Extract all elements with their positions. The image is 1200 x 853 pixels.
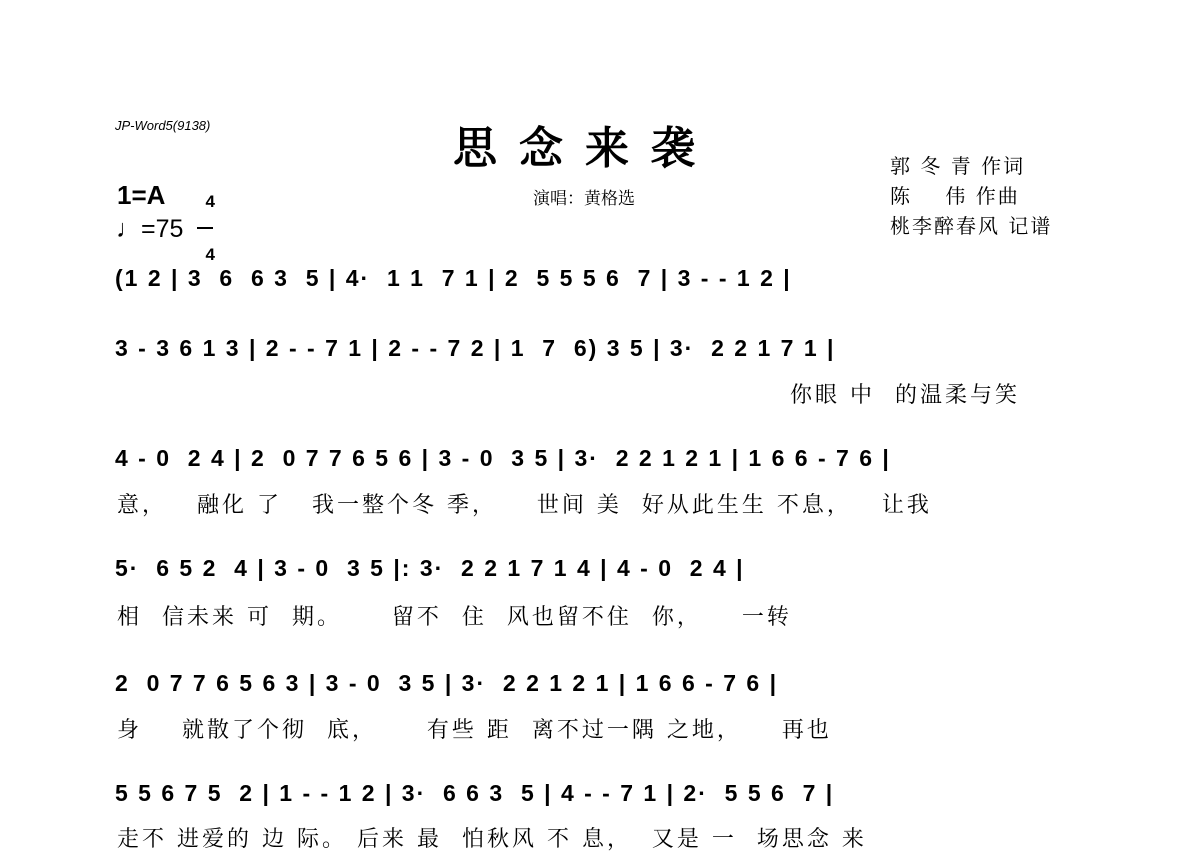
score-line-3: 4 - 0 2 4 | 2 0 7 7 6 5 6 | 3 - 0 3 5 | 3· 2 2 1 2 1 | 1 6 6 - 7 6 | — [115, 445, 891, 471]
score-line-5: 2 0 7 7 6 5 6 3 | 3 - 0 3 5 | 3· 2 2 1 2 1 | 1 6 6 - 7 6 | — [115, 670, 779, 696]
score-line-2: 3 - 3 6 1 3 | 2 - - 7 1 | 2 - - 7 2 | 1 7 6) 3 5 | 3· 2 2 1 7 1 | — [115, 335, 836, 361]
score-line-6: 5 5 6 7 5 2 | 1 - - 1 2 | 3· 6 6 3 5 | 4 - - 7 1 | 2· 5 5 6 7 | — [115, 780, 835, 806]
lyric-line-5: 身 就散了个彻 底， 有些 距 离不过一隅 之地， 再也 — [117, 718, 832, 743]
time-signature-bar — [197, 227, 213, 229]
lyric-line-4: 相 信未来 可 期。 留不 住 风也留不住 你， 一转 — [117, 605, 792, 630]
watermark-text: JP-Word5(9138) — [115, 118, 211, 133]
score-line-1: (1 2 | 3 6 6 3 5 | 4· 1 1 7 1 | 2 5 5 5 6 7 | 3 - - 1 2 | — [115, 265, 792, 291]
composer-credit: 陈 伟 作曲 — [890, 184, 1020, 208]
key-signature: 1=A — [117, 180, 166, 210]
score-line-4: 5· 6 5 2 4 | 3 - 0 3 5 |: 3· 2 2 1 7 1 4 | 4 - 0 2 4 | — [115, 555, 745, 581]
song-title: 思念来袭 — [453, 123, 717, 174]
singer-credit: 演唱：黄格选 — [533, 189, 635, 209]
time-signature-bottom: 4 — [205, 245, 215, 264]
transcriber-credit: 桃李醉春风 记谱 — [890, 214, 1053, 238]
tempo-marking: ♩=75 — [116, 215, 184, 243]
time-signature-top: 4 — [205, 192, 215, 211]
lyric-line-2: 你眼 中 的温柔与笑 — [790, 383, 1020, 408]
lyric-line-6: 走不 进爱的 边 际。 后来 最 怕秋风 不 息， 又是 一 场思念 来 — [117, 827, 867, 852]
lyricist-credit: 郭 冬 青 作词 — [890, 154, 1026, 178]
time-signature — [196, 176, 214, 263]
lyric-line-3: 意， 融化 了 我一整个冬 季， 世间 美 好从此生生 不息， 让我 — [117, 493, 932, 518]
